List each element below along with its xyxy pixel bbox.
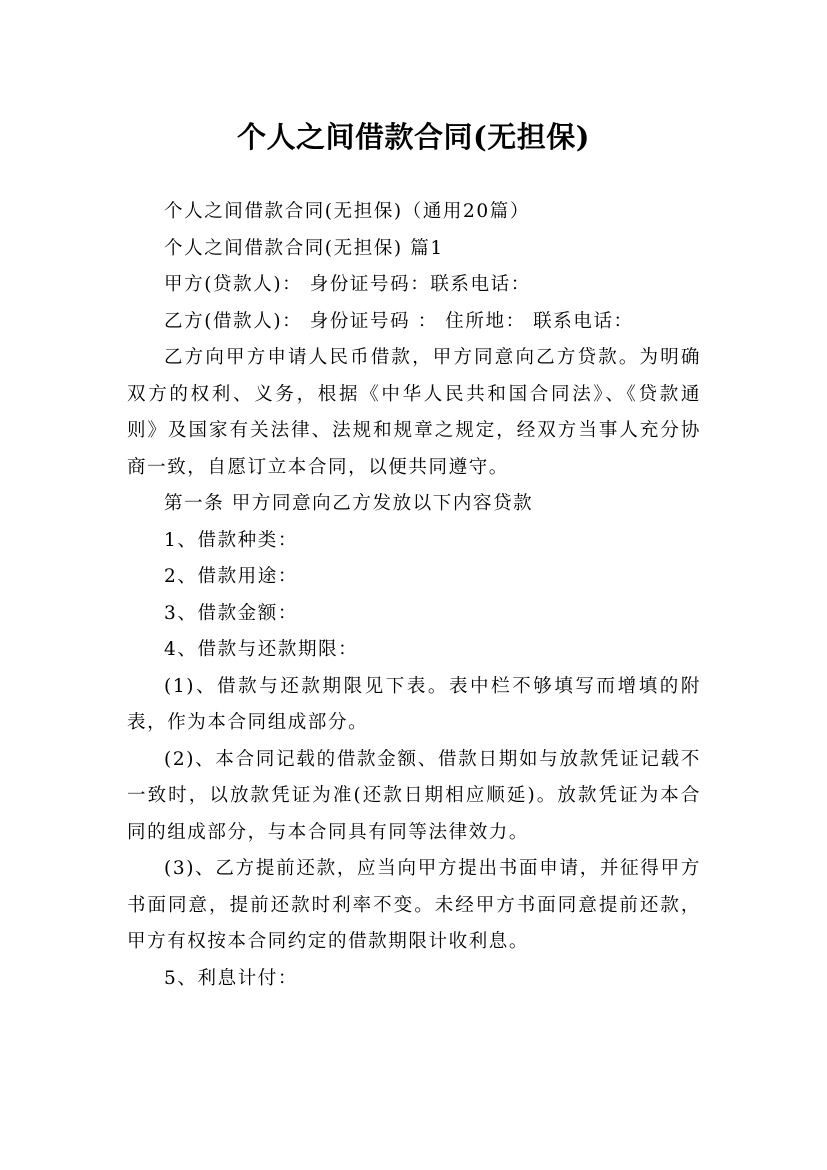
document-title: 个人之间借款合同(无担保) [237, 120, 590, 155]
paragraph-loan-purpose: 2、借款用途： [164, 566, 298, 587]
paragraph-loan-amount: 3、借款金额： [164, 602, 298, 624]
paragraph-term-item-3: (3)、乙方提前还款，应当向甲方提出书面申请，并征得甲方书面同意，提前还款时利率不变。未经甲方书面同意提前还款，甲方有权按本合同约定的借款期限计收利息。 [127, 858, 701, 952]
paragraph-loan-type: 1、借款种类： [164, 529, 298, 551]
paragraph-article-number: 个人之间借款合同(无担保) 篇1 [164, 237, 444, 259]
paragraph-preamble: 乙方向甲方申请人民币借款，甲方同意向乙方贷款。为明确双方的权利、义务，根据《中华人民共和国合同法》、《贷款通则》及国家有关法律、法规和规章之规定，经双方当事人充分协商一致，自愿订立本合同，以便共同遵守。 [127, 347, 701, 478]
paragraph-party-b: 乙方(借款人)： 身份证号码 ： 住所地： 联系电话： [164, 310, 634, 332]
paragraph-party-a: 甲方(贷款人)： 身份证号码：联系电话： [164, 274, 531, 295]
document-body [127, 194, 701, 997]
paragraph-loan-term: 4、借款与还款期限： [164, 639, 359, 660]
paragraph-interest: 5、利息计付： [164, 967, 298, 989]
paragraph-term-item-2: (2)、本合同记载的借款金额、借款日期如与放款凭证记载不一致时，以放款凭证为准(还款日期相应顺延)。放款凭证为本合同的组成部分，与本合同具有同等法律效力。 [127, 748, 701, 843]
paragraph-term-item-1: (1)、借款与还款期限见下表。表中栏不够填写而增填的附表，作为本合同组成部分。 [127, 675, 701, 733]
paragraph-series-heading: 个人之间借款合同(无担保)（通用20篇） [164, 201, 530, 222]
paragraph-clause-1-heading: 第一条 甲方同意向乙方发放以下内容贷款 [164, 493, 534, 514]
